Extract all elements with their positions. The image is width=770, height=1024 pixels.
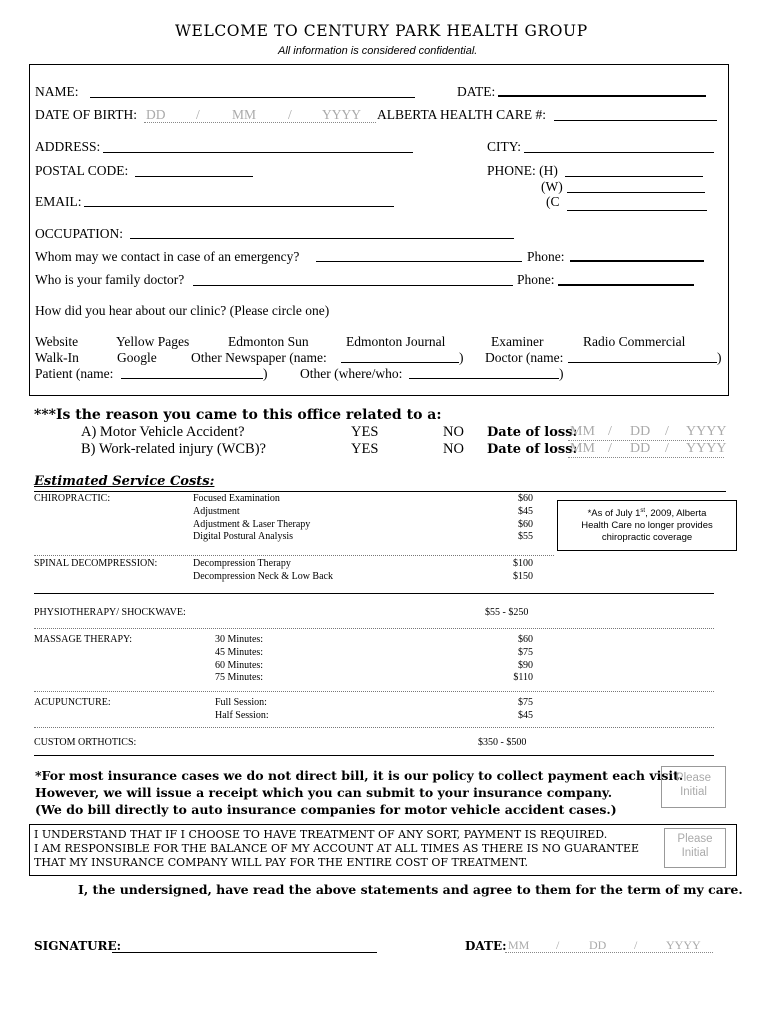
ortho-divider xyxy=(34,755,714,756)
massage-label: MASSAGE THERAPY: xyxy=(34,634,133,645)
ahc-coverage-note xyxy=(557,500,737,551)
chiro-price-1: $60 xyxy=(518,493,533,504)
signature-label: SIGNATURE: xyxy=(34,939,122,953)
understand-line-2: I AM RESPONSIBLE FOR THE BALANCE OF MY ACCOUNT AT ALL TIMES AS THERE IS NO GUARANTEE xyxy=(34,842,640,855)
close-paren-4: ) xyxy=(559,366,564,381)
reason-wcb-no[interactable]: NO xyxy=(443,441,464,457)
dob-slash-1: / xyxy=(196,107,200,122)
insurance-line-1: *For most insurance cases we do not direct bill, it is our policy to collect payment each visit. xyxy=(35,768,684,783)
wcb-loss-mm[interactable]: MM xyxy=(570,441,595,456)
spinal-item-1: Decompression Therapy xyxy=(193,558,291,569)
ortho-price: $350 - $500 xyxy=(478,737,527,748)
dob-dd[interactable]: DD xyxy=(146,107,166,122)
phone-cell-input[interactable] xyxy=(567,210,707,211)
wcb-loss-slash-1: / xyxy=(608,441,612,456)
phone-home-input[interactable] xyxy=(565,176,703,177)
source-doctor[interactable]: Doctor (name: xyxy=(485,350,564,365)
confidential-note: All information is considered confidential. xyxy=(278,45,478,57)
postal-input[interactable] xyxy=(135,176,253,177)
doctor-phone-label: Phone: xyxy=(517,272,555,287)
note-sup: st xyxy=(640,508,646,514)
source-website[interactable]: Website xyxy=(35,334,79,349)
reason-mva: A) Motor Vehicle Accident? xyxy=(81,424,245,440)
mva-loss-mm[interactable]: MM xyxy=(570,424,595,439)
note-line-2: Health Care no longer provides xyxy=(581,520,713,532)
initial-label-2a: Please xyxy=(677,833,713,845)
chiro-price-3: $60 xyxy=(518,519,533,530)
spinal-price-1: $100 xyxy=(513,558,533,569)
doctor-phone-input[interactable] xyxy=(558,284,694,286)
acu-item-2: Half Session: xyxy=(215,710,269,721)
name-input[interactable] xyxy=(90,97,415,98)
dob-yyyy[interactable]: YYYY xyxy=(322,107,361,122)
name-label: NAME: xyxy=(35,84,79,99)
acu-price-1: $75 xyxy=(518,697,533,708)
signature-date-slash-2: / xyxy=(634,938,638,952)
source-edmonton-sun[interactable]: Edmonton Sun xyxy=(228,334,309,349)
ahc-input[interactable] xyxy=(554,120,717,121)
reason-mva-no[interactable]: NO xyxy=(443,424,464,440)
costs-heading: Estimated Service Costs: xyxy=(34,474,215,489)
wcb-loss-yyyy[interactable]: YYYY xyxy=(686,441,727,456)
note-line-1b: , 2009, Alberta xyxy=(645,508,707,520)
costs-heading-rule xyxy=(34,491,726,492)
signature-input[interactable] xyxy=(112,952,377,953)
chiro-item-3: Adjustment & Laser Therapy xyxy=(193,519,311,530)
massage-item-1: 30 Minutes: xyxy=(215,634,264,645)
emergency-phone-input[interactable] xyxy=(570,260,704,262)
physio-divider xyxy=(34,628,714,629)
phone-home-label: PHONE: (H) xyxy=(487,163,558,178)
spinal-price-2: $150 xyxy=(513,571,533,582)
ahc-label: ALBERTA HEALTH CARE #: xyxy=(377,107,546,122)
emergency-label: Whom may we contact in case of an emergency? xyxy=(35,249,300,264)
acu-divider xyxy=(34,727,714,728)
massage-price-4: $110 xyxy=(513,672,533,683)
close-paren-1: ) xyxy=(459,350,464,365)
signature-date-slash-1: / xyxy=(556,938,560,952)
chiro-price-4: $55 xyxy=(518,531,533,542)
reason-question: ***Is the reason you came to this office related to a: xyxy=(34,407,442,423)
massage-price-2: $75 xyxy=(518,647,533,658)
signature-date-mm[interactable]: MM xyxy=(508,938,530,952)
massage-item-4: 75 Minutes: xyxy=(215,672,264,683)
payment-initial-box[interactable] xyxy=(664,828,726,868)
signature-date-underline xyxy=(505,952,713,953)
phone-cell-label: (C xyxy=(546,194,560,209)
ortho-label: CUSTOM ORTHOTICS: xyxy=(34,737,137,748)
spinal-divider xyxy=(34,593,714,594)
source-patient[interactable]: Patient (name: xyxy=(35,366,114,381)
other-newspaper-input[interactable] xyxy=(341,362,459,363)
dob-underline xyxy=(144,122,376,123)
city-label: CITY: xyxy=(487,139,522,154)
physio-label: PHYSIOTHERAPY/ SHOCKWAVE: xyxy=(34,607,186,618)
mva-loss-slash-2: / xyxy=(665,424,669,439)
source-google[interactable]: Google xyxy=(117,350,157,365)
city-input[interactable] xyxy=(524,152,714,153)
source-walk-in[interactable]: Walk-In xyxy=(35,350,79,365)
chiro-divider xyxy=(34,555,554,556)
spinal-label: SPINAL DECOMPRESSION: xyxy=(34,558,158,569)
initial-label-2b: Initial xyxy=(681,847,709,859)
reason-mva-yes[interactable]: YES xyxy=(351,424,379,440)
source-edmonton-journal[interactable]: Edmonton Journal xyxy=(346,334,446,349)
wcb-loss-underline xyxy=(568,457,724,458)
note-line-3: chiropractic coverage xyxy=(601,532,693,544)
massage-item-3: 60 Minutes: xyxy=(215,660,264,671)
understand-line-3: THAT MY INSURANCE COMPANY WILL PAY FOR THE ENTIRE COST OF TREATMENT. xyxy=(34,856,528,869)
understand-line-1: I UNDERSTAND THAT IF I CHOOSE TO HAVE TREATMENT OF ANY SORT, PAYMENT IS REQUIRED. xyxy=(34,828,608,841)
dob-slash-2: / xyxy=(288,107,292,122)
wcb-date-of-loss-label: Date of loss: xyxy=(487,442,578,457)
chiro-item-2: Adjustment xyxy=(193,506,240,517)
massage-item-2: 45 Minutes: xyxy=(215,647,264,658)
chiro-item-1: Focused Examination xyxy=(193,493,280,504)
insurance-line-2: However, we will issue a receipt which you can submit to your insurance company. xyxy=(35,785,613,800)
source-yellow-pages[interactable]: Yellow Pages xyxy=(116,334,190,349)
close-paren-3: ) xyxy=(263,366,268,381)
acu-label: ACUPUNCTURE: xyxy=(34,697,111,708)
acu-price-2: $45 xyxy=(518,710,533,721)
initial-label-1b: Initial xyxy=(680,786,707,798)
other-where-input[interactable] xyxy=(409,378,559,379)
massage-price-3: $90 xyxy=(518,660,533,671)
spinal-item-2: Decompression Neck & Low Back xyxy=(193,571,333,582)
doctor-input[interactable] xyxy=(193,285,513,286)
source-radio[interactable]: Radio Commercial xyxy=(583,334,686,349)
mva-loss-slash-1: / xyxy=(608,424,612,439)
source-other-where[interactable]: Other (where/who: xyxy=(300,366,403,381)
phone-work-input[interactable] xyxy=(567,192,705,193)
physio-price: $55 - $250 xyxy=(485,607,529,618)
doctor-name-input[interactable] xyxy=(568,362,717,363)
email-input[interactable] xyxy=(84,206,394,207)
date-label: DATE: xyxy=(457,84,496,99)
chiro-price-2: $45 xyxy=(518,506,533,517)
agree-statement: I, the undersigned, have read the above statements and agree to them for the term of my care. xyxy=(78,882,743,897)
wcb-loss-slash-2: / xyxy=(665,441,669,456)
close-paren-2: ) xyxy=(717,350,722,365)
reason-wcb: B) Work-related injury (WCB)? xyxy=(81,441,266,457)
mva-date-of-loss-label: Date of loss: xyxy=(487,425,578,440)
acu-item-1: Full Session: xyxy=(215,697,267,708)
signature-date-yyyy[interactable]: YYYY xyxy=(666,938,701,952)
mva-loss-yyyy[interactable]: YYYY xyxy=(686,424,727,439)
phone-work-label: (W) xyxy=(541,179,563,194)
page-title: WELCOME TO CENTURY PARK HEALTH GROUP xyxy=(175,22,588,40)
insurance-line-3: (We do bill directly to auto insurance companies for motor vehicle accident cases.) xyxy=(35,802,617,817)
patient-name-input[interactable] xyxy=(121,378,263,379)
postal-label: POSTAL CODE: xyxy=(35,163,129,178)
date-input[interactable] xyxy=(498,95,706,97)
massage-price-1: $60 xyxy=(518,634,533,645)
wcb-loss-dd[interactable]: DD xyxy=(630,441,651,456)
reason-wcb-yes[interactable]: YES xyxy=(351,441,379,457)
emergency-phone-label: Phone: xyxy=(527,249,565,264)
doctor-label: Who is your family doctor? xyxy=(35,272,185,287)
occupation-label: OCCUPATION: xyxy=(35,226,124,241)
mva-loss-dd[interactable]: DD xyxy=(630,424,651,439)
email-label: EMAIL: xyxy=(35,194,82,209)
source-other-newspaper[interactable]: Other Newspaper (name: xyxy=(191,350,327,365)
initial-label-1a: Please xyxy=(675,772,712,784)
insurance-initial-box[interactable] xyxy=(661,766,726,808)
signature-date-dd[interactable]: DD xyxy=(589,938,607,952)
chiro-label: CHIROPRACTIC: xyxy=(34,493,111,504)
emergency-input[interactable] xyxy=(316,261,522,262)
dob-mm[interactable]: MM xyxy=(232,107,257,122)
chiro-item-4: Digital Postural Analysis xyxy=(193,531,293,542)
massage-divider xyxy=(34,691,714,692)
address-input[interactable] xyxy=(103,152,413,153)
address-label: ADDRESS: xyxy=(35,139,101,154)
note-line-1a: *As of July 1 xyxy=(587,508,641,520)
occupation-input[interactable] xyxy=(130,238,514,239)
hear-question: How did you hear about our clinic? (Please circle one) xyxy=(35,303,330,318)
signature-date-label: DATE: xyxy=(465,939,507,953)
source-examiner[interactable]: Examiner xyxy=(491,334,544,349)
dob-label: DATE OF BIRTH: xyxy=(35,107,137,122)
